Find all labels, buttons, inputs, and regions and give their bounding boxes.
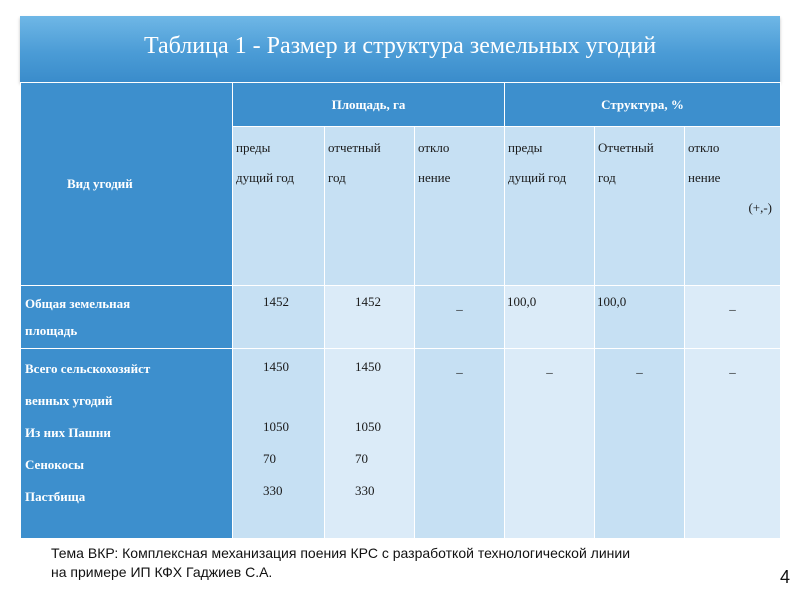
header-structure-group: Структура, % — [505, 83, 781, 127]
cell-total-structure-deviation: _ — [685, 286, 781, 349]
footer-line: Тема ВКР: Комплексная механизация поения КРС с разработкой технологической линии — [51, 545, 631, 561]
slide-title: Таблица 1 - Размер и структура земельных угодий — [143, 33, 657, 59]
cell-total-area-deviation: _ — [415, 286, 505, 349]
table-row-total — [21, 286, 781, 349]
cell-agri-structure-prev: _ — [505, 349, 595, 539]
header-area-group: Площадь, га — [233, 83, 505, 127]
cell-agri-area-deviation: _ — [415, 349, 505, 539]
land-structure-table — [20, 82, 781, 539]
header-kind: Вид угодий — [21, 83, 233, 286]
cell-total-area-prev: 1452 — [233, 286, 325, 349]
header-area-report: отчетный год — [325, 127, 415, 286]
row-label-agricultural: Всего сельскохозяйст венных угодий Из них Пашни Сенокосы Пастбища — [21, 349, 233, 539]
page-number: 4 — [779, 567, 790, 587]
footer-line: на примере ИП КФХ Гаджиев С.А. — [51, 564, 273, 580]
cell-agri-area-report: 1450 1050 70 330 — [325, 349, 415, 539]
cell-agri-structure-report: _ — [595, 349, 685, 539]
cell-total-structure-prev: 100,0 — [505, 286, 595, 349]
header-area-deviation: откло нение — [415, 127, 505, 286]
table-row-agricultural — [21, 349, 781, 539]
cell-agri-area-prev: 1450 1050 70 330 — [233, 349, 325, 539]
title-banner — [20, 16, 780, 82]
cell-agri-structure-deviation: _ — [685, 349, 781, 539]
cell-total-structure-report: 100,0 — [595, 286, 685, 349]
row-label-total: Общая земельная площадь — [21, 286, 233, 349]
header-structure-prev: преды дущий год — [505, 127, 595, 286]
header-area-prev: преды дущий год — [233, 127, 325, 286]
header-structure-report: Отчетный год — [595, 127, 685, 286]
table-header-row — [21, 83, 781, 127]
cell-total-area-report: 1452 — [325, 286, 415, 349]
header-structure-deviation: откло нение (+,-) — [685, 127, 781, 286]
thesis-topic-footer — [51, 544, 751, 582]
